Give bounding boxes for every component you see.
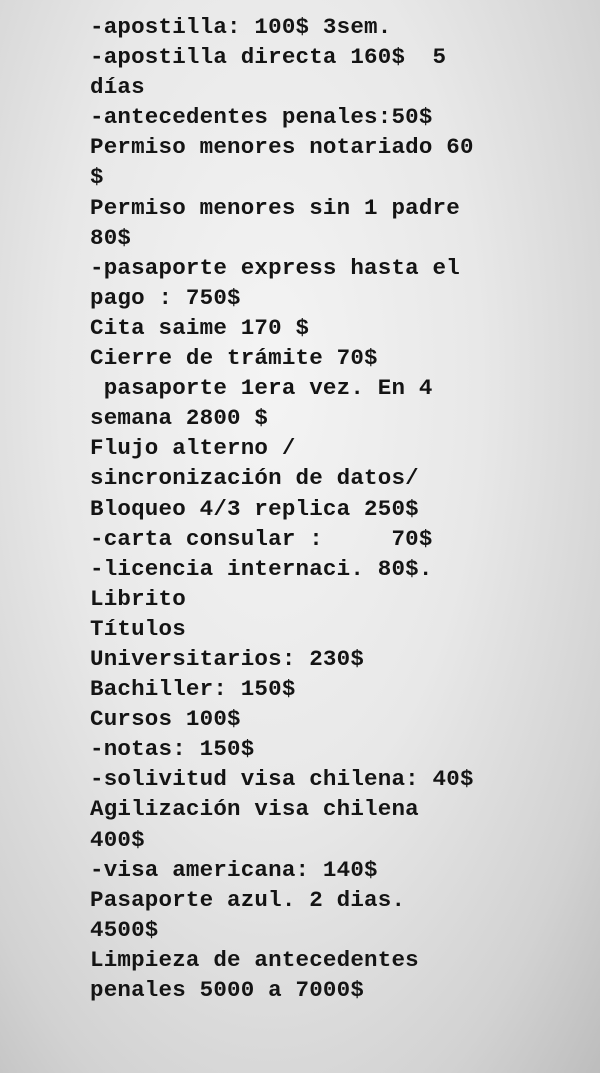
price-line: semana 2800 $ [90, 405, 269, 432]
price-line: -licencia internaci. 80$. [90, 555, 433, 582]
price-line: penales 5000 a 7000$ [90, 977, 365, 1003]
price-line: -carta consular : 70$ [90, 525, 433, 552]
price-line: Flujo alterno / [90, 435, 296, 462]
price-line: Universitarios: 230$ [90, 645, 365, 672]
price-line: sincronización de datos/ [90, 465, 419, 492]
price-line: -apostilla directa 160$ 5 [90, 44, 447, 71]
price-line: pago : 750$ [90, 284, 241, 311]
price-line: Títulos [90, 615, 186, 642]
price-line: Cita saime 170 $ [90, 314, 310, 341]
price-line: Cursos 100$ [90, 706, 241, 733]
price-line: Pasaporte azul. 2 dias. [90, 886, 406, 913]
price-line: -visa americana: 140$ [90, 856, 378, 883]
price-line: Bloqueo 4/3 replica 250$ [90, 495, 419, 522]
price-line: 400$ [90, 826, 145, 853]
price-line: Librito [90, 585, 186, 612]
price-line: Agilización visa chilena [90, 796, 419, 823]
price-line: Permiso menores notariado 60 [90, 134, 474, 161]
price-line: -apostilla: 100$ 3sem. [90, 14, 392, 40]
price-line: 4500$ [90, 916, 159, 943]
price-line: Permiso menores sin 1 padre [90, 194, 460, 221]
price-line: Limpieza de antecedentes [90, 946, 419, 973]
price-line: -solivitud visa chilena: 40$ [90, 766, 474, 793]
price-line: $ [90, 164, 104, 191]
price-line: -pasaporte express hasta el [90, 254, 460, 281]
price-list [90, 12, 590, 1005]
price-line: pasaporte 1era vez. En 4 [90, 375, 433, 402]
price-line: Bachiller: 150$ [90, 676, 296, 703]
price-line: -antecedentes penales:50$ [90, 104, 433, 131]
price-line: -notas: 150$ [90, 736, 255, 763]
price-line: días [90, 74, 145, 101]
price-line: 80$ [90, 224, 132, 251]
price-line: Cierre de trámite 70$ [90, 345, 378, 372]
